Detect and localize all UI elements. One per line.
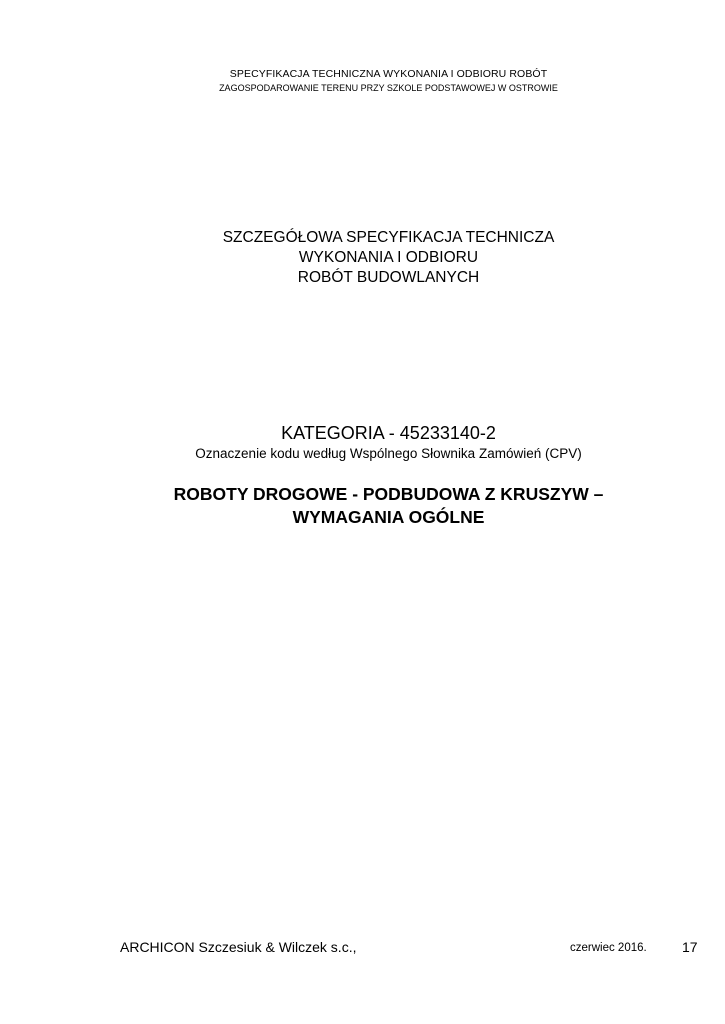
- category-description: Oznaczenie kodu według Wspólnego Słownika Zamówień (CPV): [195, 446, 582, 461]
- header-line-1: SPECYFIKACJA TECHNICZNA WYKONANIA I ODBIORU ROBÓT: [229, 68, 548, 80]
- header-line-2: ZAGOSPODAROWANIE TERENU PRZY SZKOLE PODSTAWOWEJ W OSTROWIE: [219, 83, 558, 93]
- work-title-line-2: WYMAGANIA OGÓLNE: [292, 507, 485, 527]
- footer-company: ARCHICON Szczesiuk & Wilczek s.c.,: [120, 939, 357, 955]
- footer-date: czerwiec 2016.: [570, 942, 647, 954]
- work-title: [26, 483, 725, 529]
- spec-title-line-1: SZCZEGÓŁOWA SPECYFIKACJA TECHNICZA: [222, 229, 555, 246]
- spec-title-line-2: WYKONANIA I ODBIORU: [298, 249, 479, 266]
- running-header: [26, 68, 725, 94]
- category-block: [26, 422, 725, 462]
- page-number: 17: [682, 939, 698, 955]
- category-code: KATEGORIA - 45233140-2: [281, 423, 496, 443]
- spec-title-line-3: ROBÓT BUDOWLANYCH: [297, 269, 480, 286]
- specification-title: [26, 228, 725, 288]
- work-title-line-1: ROBOTY DROGOWE - PODBUDOWA Z KRUSZYW –: [173, 484, 604, 504]
